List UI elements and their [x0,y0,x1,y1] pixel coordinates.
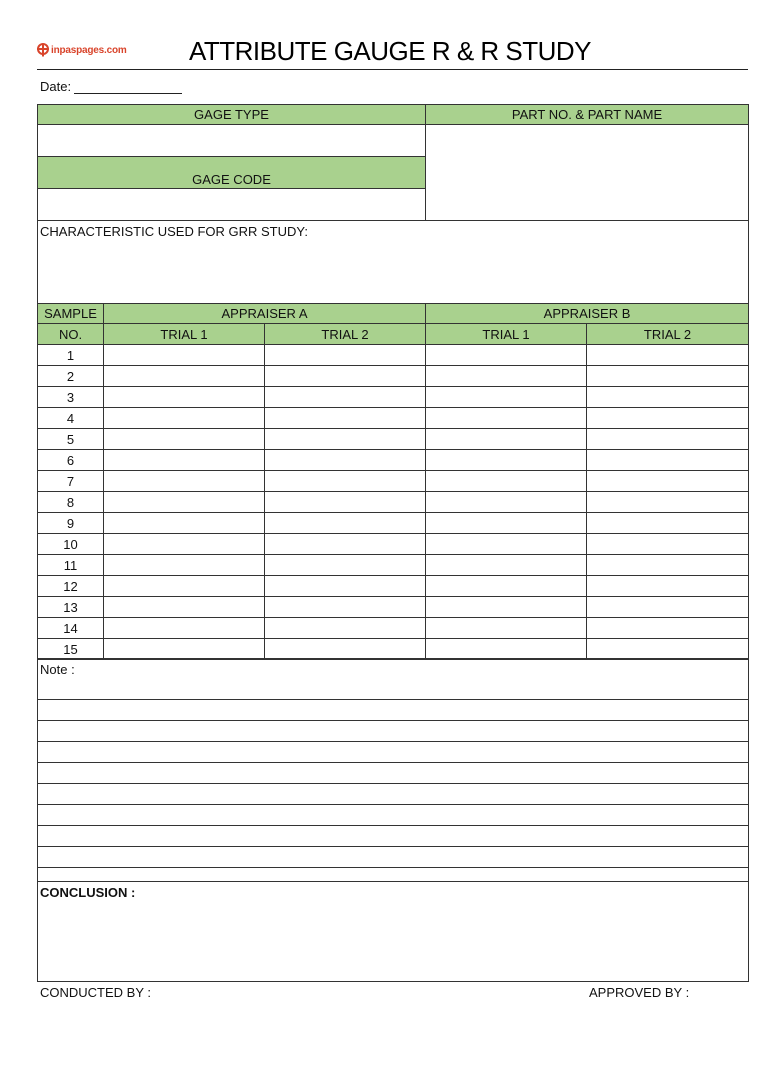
sample-number: 2 [38,366,104,387]
appraiser-b-trial-2-cell[interactable] [587,555,749,576]
appraiser-a-trial-1-cell[interactable] [104,429,265,450]
table-row [38,534,749,555]
appraiser-a-trial-1-cell[interactable] [104,555,265,576]
sample-number: 11 [38,555,104,576]
appraiser-a-trial-2-cell[interactable] [265,429,426,450]
table-row [38,366,749,387]
appraiser-a-trial-2-cell[interactable] [265,576,426,597]
gage-info-table [37,104,749,304]
appraiser-b-trial-1-cell[interactable] [426,513,587,534]
appraiser-b-trial-1-header: TRIAL 1 [426,324,587,345]
logo-pin-icon [36,43,50,57]
appraiser-b-trial-2-cell[interactable] [587,408,749,429]
appraiser-b-trial-2-cell[interactable] [587,513,749,534]
sample-header-bottom: NO. [38,324,104,345]
conclusion-field[interactable] [38,882,749,982]
note-field[interactable] [38,659,749,700]
appraiser-a-trial-2-cell[interactable] [265,387,426,408]
appraiser-a-trial-2-cell[interactable] [265,618,426,639]
appraiser-a-trial-1-cell[interactable] [104,408,265,429]
note-line[interactable] [38,721,749,742]
appraiser-a-trial-1-cell[interactable] [104,639,265,660]
table-row [38,576,749,597]
appraiser-b-trial-1-cell[interactable] [426,408,587,429]
appraiser-b-trial-1-cell[interactable] [426,387,587,408]
appraiser-a-trial-2-cell[interactable] [265,534,426,555]
appraiser-a-trial-1-cell[interactable] [104,618,265,639]
approved-by-label: APPROVED BY : [589,985,690,1000]
appraiser-b-trial-2-cell[interactable] [587,366,749,387]
note-line[interactable] [38,784,749,805]
sample-number: 10 [38,534,104,555]
sample-number: 14 [38,618,104,639]
appraiser-a-trial-2-cell[interactable] [265,366,426,387]
brand-logo [36,40,127,60]
sample-number: 9 [38,513,104,534]
appraiser-b-trial-2-cell[interactable] [587,597,749,618]
characteristic-label: CHARACTERISTIC USED FOR GRR STUDY: [40,224,308,239]
sample-number: 3 [38,387,104,408]
title-divider [37,69,748,70]
appraiser-a-trial-1-cell[interactable] [104,345,265,366]
table-row [38,597,749,618]
gage-type-field[interactable] [38,125,426,157]
appraiser-b-trial-1-cell[interactable] [426,639,587,660]
part-header: PART NO. & PART NAME [426,105,749,125]
table-row [38,408,749,429]
appraiser-a-trial-2-cell[interactable] [265,555,426,576]
appraiser-b-trial-1-cell[interactable] [426,597,587,618]
appraiser-b-trial-2-cell[interactable] [587,471,749,492]
appraiser-b-trial-1-cell[interactable] [426,492,587,513]
sample-number: 4 [38,408,104,429]
appraiser-b-trial-1-cell[interactable] [426,345,587,366]
appraiser-a-trial-1-cell[interactable] [104,450,265,471]
sample-number: 5 [38,429,104,450]
note-line[interactable] [38,826,749,847]
sample-number: 15 [38,639,104,660]
table-row [38,639,749,660]
sample-number: 8 [38,492,104,513]
table-row [38,450,749,471]
study-table [37,303,749,660]
table-row [38,345,749,366]
conducted-by-label: CONDUCTED BY : [40,985,151,1000]
appraiser-a-trial-1-cell[interactable] [104,471,265,492]
date-field[interactable] [74,81,182,94]
appraiser-a-trial-1-cell[interactable] [104,513,265,534]
table-row [38,618,749,639]
note-line[interactable] [38,805,749,826]
appraiser-b-trial-2-cell[interactable] [587,534,749,555]
appraiser-a-trial-2-cell[interactable] [265,513,426,534]
appraiser-a-trial-1-header: TRIAL 1 [104,324,265,345]
appraiser-b-trial-1-cell[interactable] [426,618,587,639]
appraiser-a-trial-2-cell[interactable] [265,639,426,660]
characteristic-field[interactable] [38,221,749,304]
conclusion-label: CONCLUSION : [40,885,136,900]
sample-number: 13 [38,597,104,618]
table-row [38,492,749,513]
gage-type-header: GAGE TYPE [38,105,426,125]
appraiser-a-trial-1-cell[interactable] [104,492,265,513]
appraiser-b-trial-1-cell[interactable] [426,429,587,450]
appraiser-b-trial-1-cell[interactable] [426,450,587,471]
table-row [38,513,749,534]
page-title: ATTRIBUTE GAUGE R & R STUDY [188,36,592,66]
gage-code-header: GAGE CODE [38,157,426,189]
appraiser-b-trial-2-cell[interactable] [587,576,749,597]
note-line[interactable] [38,847,749,868]
appraiser-b-trial-2-cell[interactable] [587,492,749,513]
appraiser-b-trial-2-cell[interactable] [587,345,749,366]
date-label: Date: [40,79,72,94]
date-row [40,79,182,94]
sample-number: 1 [38,345,104,366]
appraiser-b-trial-2-cell[interactable] [587,387,749,408]
appraiser-b-header: APPRAISER B [426,304,749,324]
note-line[interactable] [38,700,749,721]
table-row [38,555,749,576]
appraiser-b-trial-2-cell[interactable] [587,618,749,639]
note-line[interactable] [38,868,749,882]
appraiser-a-trial-2-cell[interactable] [265,492,426,513]
logo-text: inpaspages.com [51,44,127,56]
appraiser-b-trial-2-header: TRIAL 2 [587,324,749,345]
appraiser-b-trial-2-cell[interactable] [587,450,749,471]
appraiser-a-trial-1-cell[interactable] [104,576,265,597]
gage-code-field[interactable] [38,189,426,221]
appraiser-b-trial-1-cell[interactable] [426,471,587,492]
appraiser-b-trial-1-cell[interactable] [426,534,587,555]
sample-number: 7 [38,471,104,492]
appraiser-a-trial-1-cell[interactable] [104,534,265,555]
appraiser-a-trial-2-cell[interactable] [265,408,426,429]
appraiser-b-trial-1-cell[interactable] [426,576,587,597]
appraiser-a-trial-2-cell[interactable] [265,597,426,618]
appraiser-b-trial-1-cell[interactable] [426,366,587,387]
table-row [38,471,749,492]
sample-header-top: SAMPLE [38,304,104,324]
appraiser-b-trial-2-cell[interactable] [587,639,749,660]
appraiser-a-trial-2-header: TRIAL 2 [265,324,426,345]
sample-number: 6 [38,450,104,471]
appraiser-a-trial-2-cell[interactable] [265,471,426,492]
notes-table [37,658,749,982]
sample-number: 12 [38,576,104,597]
table-row [38,387,749,408]
note-line[interactable] [38,742,749,763]
appraiser-a-trial-1-cell[interactable] [104,387,265,408]
appraiser-a-trial-1-cell[interactable] [104,597,265,618]
appraiser-b-trial-1-cell[interactable] [426,555,587,576]
note-label: Note : [40,662,75,677]
appraiser-a-trial-2-cell[interactable] [265,450,426,471]
table-row [38,429,749,450]
appraiser-b-trial-2-cell[interactable] [587,429,749,450]
appraiser-a-trial-1-cell[interactable] [104,366,265,387]
note-line[interactable] [38,763,749,784]
appraiser-a-header: APPRAISER A [104,304,426,324]
appraiser-a-trial-2-cell[interactable] [265,345,426,366]
part-field[interactable] [426,125,749,221]
